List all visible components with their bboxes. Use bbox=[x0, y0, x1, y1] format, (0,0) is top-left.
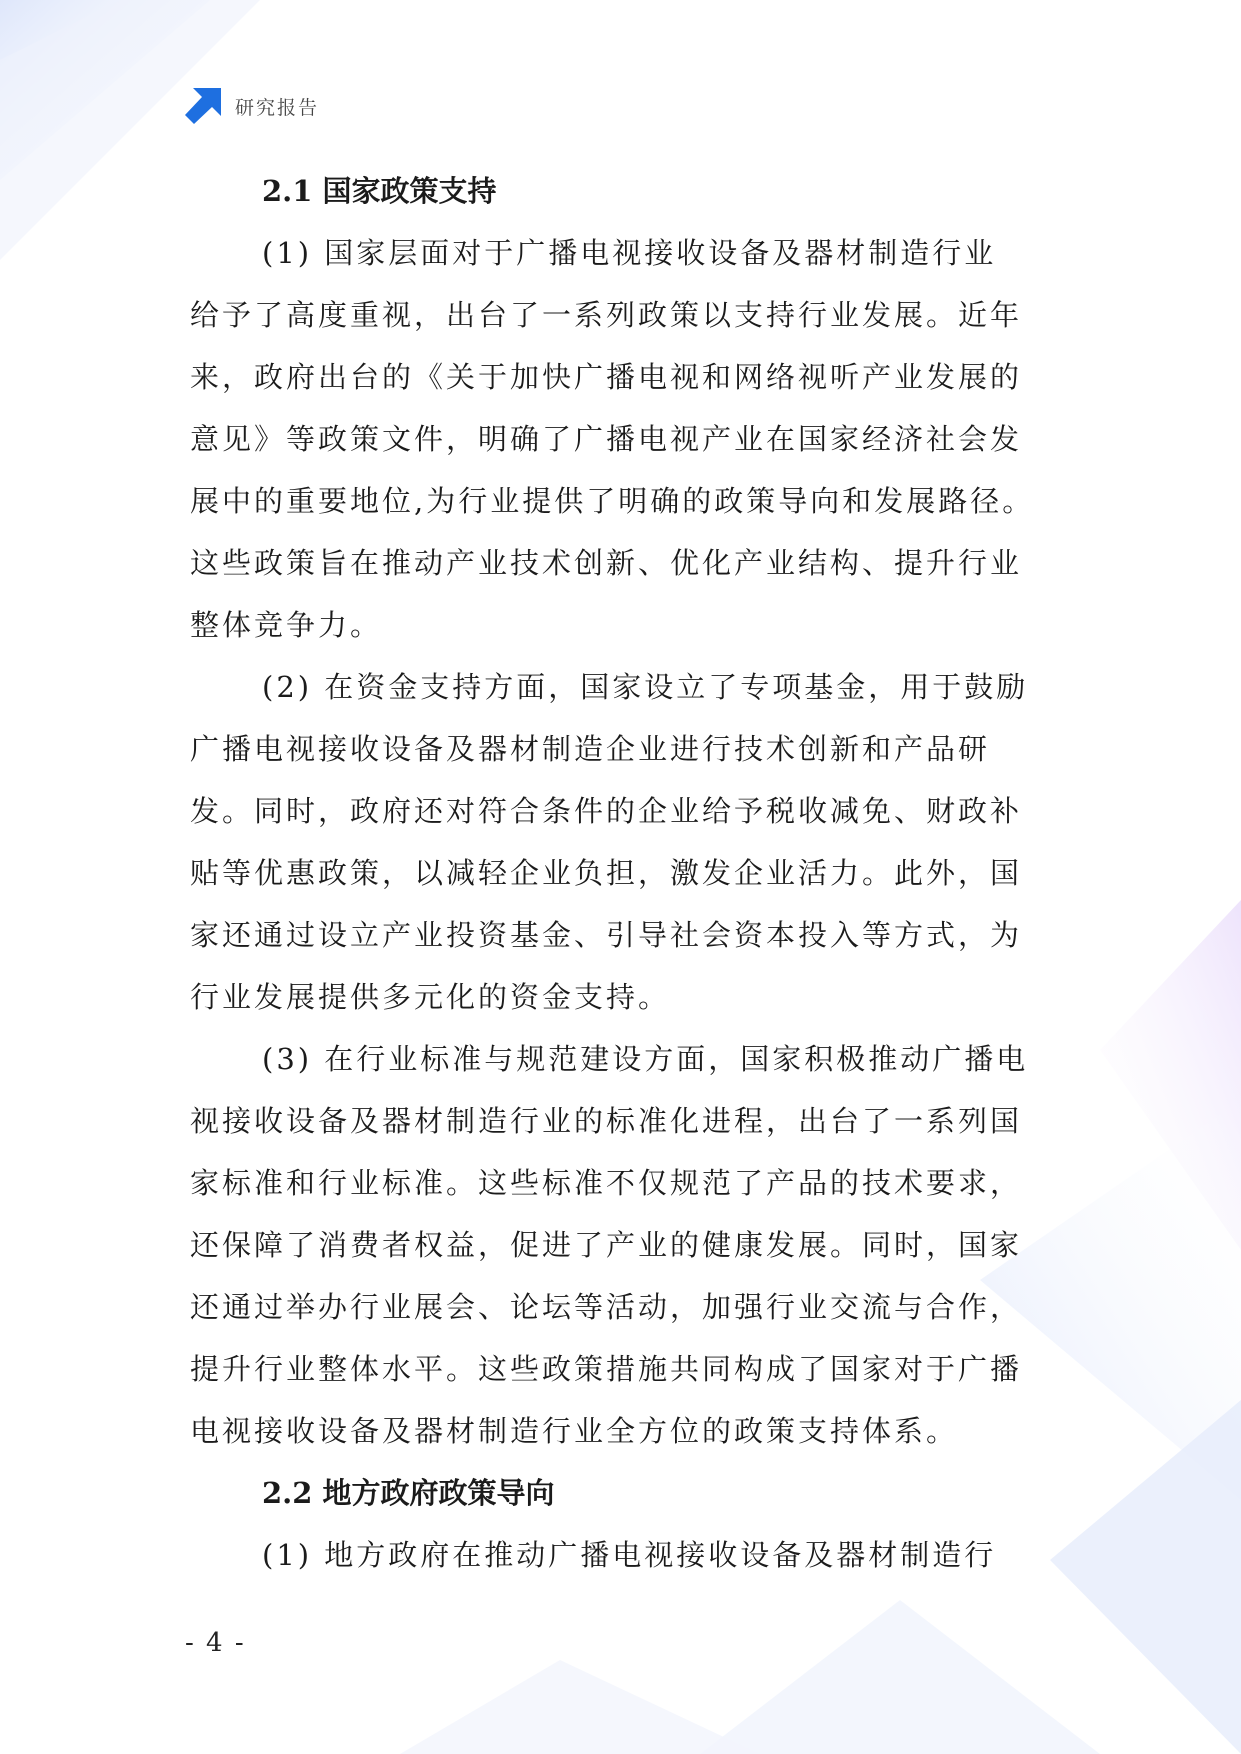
arrow-up-right-icon bbox=[185, 88, 221, 124]
text-line: 视接收设备及器材制造行业的标准化进程，出台了一系列国 bbox=[190, 1104, 1023, 1138]
header-label: 研究报告 bbox=[235, 96, 320, 119]
section-heading: 2.2 地方政府政策导向 bbox=[262, 1476, 555, 1510]
report-header bbox=[185, 88, 319, 124]
text-line: 电视接收设备及器材制造行业全方位的政策支持体系。 bbox=[190, 1414, 959, 1448]
paragraph bbox=[190, 1028, 1050, 1462]
text-line: 行业发展提供多元化的资金支持。 bbox=[190, 980, 671, 1014]
text-line: 家还通过设立产业投资基金、引导社会资本投入等方式，为 bbox=[190, 918, 1023, 952]
text-line: 来，政府出台的《关于加快广播电视和网络视听产业发展的 bbox=[190, 360, 1023, 394]
text-line: (1) 国家层面对于广播电视接收设备及器材制造行业 bbox=[262, 236, 997, 270]
text-line: 家标准和行业标准。这些标准不仅规范了产品的技术要求， bbox=[190, 1166, 1023, 1200]
text-line: 发。同时，政府还对符合条件的企业给予税收减免、财政补 bbox=[190, 794, 1023, 828]
text-line: 意见》等政策文件，明确了广播电视产业在国家经济社会发 bbox=[190, 422, 1023, 456]
paragraph bbox=[190, 656, 1050, 1028]
text-line: (1) 地方政府在推动广播电视接收设备及器材制造行 bbox=[262, 1538, 997, 1572]
text-line: 贴等优惠政策，以减轻企业负担，激发企业活力。此外，国 bbox=[190, 856, 1023, 890]
text-line: 这些政策旨在推动产业技术创新、优化产业结构、提升行业 bbox=[190, 546, 1023, 580]
text-line: 整体竞争力。 bbox=[190, 608, 383, 642]
text-line: 还通过举办行业展会、论坛等活动，加强行业交流与合作， bbox=[190, 1290, 1023, 1324]
section-heading: 2.1 国家政策支持 bbox=[262, 174, 497, 208]
text-line: 还保障了消费者权益，促进了产业的健康发展。同时，国家 bbox=[190, 1228, 1023, 1262]
paragraph bbox=[190, 1524, 1050, 1586]
text-line: 展中的重要地位,为行业提供了明确的政策导向和发展路径。 bbox=[190, 484, 1035, 518]
page-number: - 4 - bbox=[185, 1628, 246, 1658]
text-line: 广播电视接收设备及器材制造企业进行技术创新和产品研 bbox=[190, 732, 991, 766]
text-line: (3) 在行业标准与规范建设方面，国家积极推动广播电 bbox=[262, 1042, 1029, 1076]
text-line: 给予了高度重视，出台了一系列政策以支持行业发展。近年 bbox=[190, 298, 1023, 332]
text-line: 提升行业整体水平。这些政策措施共同构成了国家对于广播 bbox=[190, 1352, 1023, 1386]
text-line: (2) 在资金支持方面，国家设立了专项基金，用于鼓励 bbox=[262, 670, 1029, 704]
paragraph bbox=[190, 222, 1050, 656]
document-body bbox=[190, 160, 1050, 1586]
